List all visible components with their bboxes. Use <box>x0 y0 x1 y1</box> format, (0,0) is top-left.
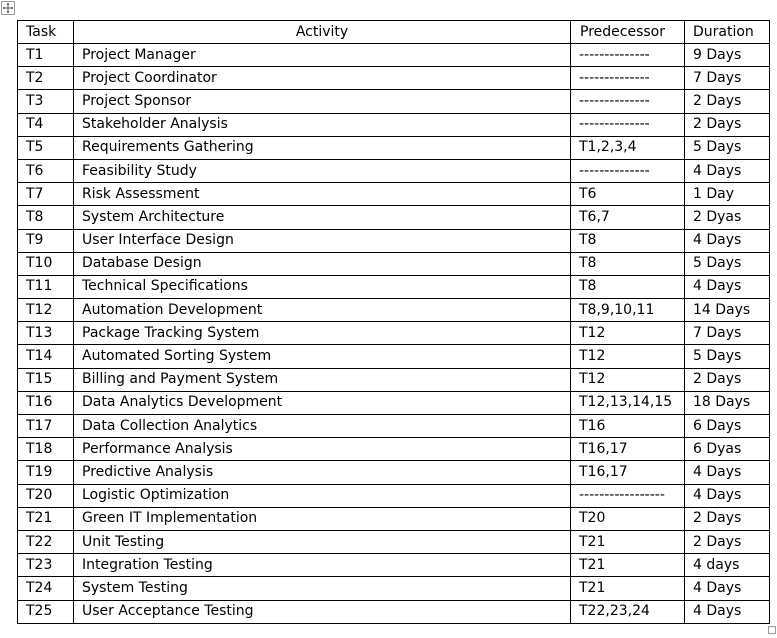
cell-duration: 4 Days <box>685 577 770 600</box>
cell-duration: 2 Days <box>685 507 770 530</box>
cell-duration: 7 Days <box>685 322 770 345</box>
cell-task: T18 <box>18 438 74 461</box>
table-row <box>18 183 770 206</box>
cell-activity: Automated Sorting System <box>74 345 571 368</box>
cell-predecessor: -------------- <box>571 113 685 136</box>
cell-duration: 6 Dyas <box>685 438 770 461</box>
cell-duration: 4 Days <box>685 229 770 252</box>
cell-task: T6 <box>18 159 74 182</box>
cell-task: T3 <box>18 90 74 113</box>
cell-duration: 2 Days <box>685 113 770 136</box>
cell-predecessor: T16,17 <box>571 438 685 461</box>
cell-duration: 7 Days <box>685 67 770 90</box>
cell-task: T8 <box>18 206 74 229</box>
cell-activity: Unit Testing <box>74 530 571 553</box>
cell-predecessor: T16,17 <box>571 461 685 484</box>
table-row <box>18 67 770 90</box>
table-row <box>18 415 770 438</box>
cell-task: T1 <box>18 44 74 67</box>
cell-task: T25 <box>18 600 74 623</box>
table-row <box>18 507 770 530</box>
table-row <box>18 252 770 275</box>
cell-activity: Database Design <box>74 252 571 275</box>
cell-predecessor: -------------- <box>571 90 685 113</box>
cell-task: T2 <box>18 67 74 90</box>
cell-activity: Feasibility Study <box>74 159 571 182</box>
cell-activity: Technical Specifications <box>74 275 571 298</box>
cell-task: T19 <box>18 461 74 484</box>
cell-duration: 2 Days <box>685 368 770 391</box>
cell-task: T9 <box>18 229 74 252</box>
header-row <box>18 21 770 44</box>
cell-activity: Predictive Analysis <box>74 461 571 484</box>
cell-duration: 5 Days <box>685 252 770 275</box>
cell-activity: Data Analytics Development <box>74 391 571 414</box>
table-row <box>18 530 770 553</box>
table-row <box>18 368 770 391</box>
table-row <box>18 229 770 252</box>
cell-task: T10 <box>18 252 74 275</box>
cell-duration: 2 Days <box>685 530 770 553</box>
cell-predecessor: T21 <box>571 554 685 577</box>
cell-predecessor: -------------- <box>571 159 685 182</box>
header-duration: Duration <box>685 21 770 44</box>
table-row <box>18 113 770 136</box>
task-schedule-table <box>17 20 770 624</box>
cell-activity: Green IT Implementation <box>74 507 571 530</box>
cell-task: T11 <box>18 275 74 298</box>
cell-predecessor: T21 <box>571 577 685 600</box>
cell-predecessor: T12 <box>571 322 685 345</box>
cell-task: T20 <box>18 484 74 507</box>
cell-predecessor: T6 <box>571 183 685 206</box>
table-row <box>18 461 770 484</box>
cell-duration: 4 days <box>685 554 770 577</box>
table-row <box>18 275 770 298</box>
table-row <box>18 438 770 461</box>
table-resize-handle[interactable] <box>768 626 776 634</box>
cell-predecessor: T1,2,3,4 <box>571 136 685 159</box>
cell-predecessor: T8 <box>571 252 685 275</box>
cell-activity: Automation Development <box>74 299 571 322</box>
cell-task: T4 <box>18 113 74 136</box>
cell-task: T12 <box>18 299 74 322</box>
table-row <box>18 554 770 577</box>
cell-task: T5 <box>18 136 74 159</box>
cell-duration: 4 Days <box>685 484 770 507</box>
cell-predecessor: T20 <box>571 507 685 530</box>
cell-predecessor: T12 <box>571 368 685 391</box>
cell-duration: 4 Days <box>685 159 770 182</box>
table-move-handle-icon[interactable] <box>1 1 15 15</box>
cell-duration: 14 Days <box>685 299 770 322</box>
table-row <box>18 44 770 67</box>
cell-activity: User Interface Design <box>74 229 571 252</box>
cell-predecessor: T6,7 <box>571 206 685 229</box>
cell-duration: 5 Days <box>685 136 770 159</box>
cell-task: T16 <box>18 391 74 414</box>
table-row <box>18 484 770 507</box>
cell-predecessor: T8,9,10,11 <box>571 299 685 322</box>
cell-predecessor: -------------- <box>571 44 685 67</box>
cell-predecessor: ----------------- <box>571 484 685 507</box>
cell-activity: Package Tracking System <box>74 322 571 345</box>
cell-activity: Project Manager <box>74 44 571 67</box>
cell-task: T13 <box>18 322 74 345</box>
header-task: Task <box>18 21 74 44</box>
cell-duration: 2 Dyas <box>685 206 770 229</box>
table-row <box>18 299 770 322</box>
cell-predecessor: T16 <box>571 415 685 438</box>
cell-predecessor: T22,23,24 <box>571 600 685 623</box>
header-predecessor: Predecessor <box>571 21 685 44</box>
cell-task: T23 <box>18 554 74 577</box>
four-way-arrow-icon <box>2 2 14 14</box>
cell-duration: 4 Days <box>685 275 770 298</box>
cell-activity: Performance Analysis <box>74 438 571 461</box>
cell-task: T22 <box>18 530 74 553</box>
cell-duration: 9 Days <box>685 44 770 67</box>
table-row <box>18 90 770 113</box>
cell-duration: 6 Days <box>685 415 770 438</box>
table-row <box>18 577 770 600</box>
cell-duration: 18 Days <box>685 391 770 414</box>
table-row <box>18 159 770 182</box>
cell-activity: Stakeholder Analysis <box>74 113 571 136</box>
cell-duration: 4 Days <box>685 461 770 484</box>
cell-activity: Data Collection Analytics <box>74 415 571 438</box>
cell-activity: System Testing <box>74 577 571 600</box>
cell-predecessor: T12 <box>571 345 685 368</box>
cell-activity: Requirements Gathering <box>74 136 571 159</box>
cell-duration: 4 Days <box>685 600 770 623</box>
cell-activity: Risk Assessment <box>74 183 571 206</box>
table-row <box>18 391 770 414</box>
cell-task: T15 <box>18 368 74 391</box>
cell-task: T14 <box>18 345 74 368</box>
cell-task: T17 <box>18 415 74 438</box>
cell-predecessor: T8 <box>571 229 685 252</box>
table-row <box>18 136 770 159</box>
cell-predecessor: T8 <box>571 275 685 298</box>
cell-duration: 2 Days <box>685 90 770 113</box>
table-row <box>18 206 770 229</box>
cell-activity: Logistic Optimization <box>74 484 571 507</box>
cell-predecessor: T12,13,14,15 <box>571 391 685 414</box>
cell-activity: Project Coordinator <box>74 67 571 90</box>
table-body <box>18 21 770 624</box>
cell-activity: Integration Testing <box>74 554 571 577</box>
cell-task: T24 <box>18 577 74 600</box>
header-activity: Activity <box>74 21 571 44</box>
cell-duration: 1 Day <box>685 183 770 206</box>
cell-predecessor: -------------- <box>571 67 685 90</box>
cell-predecessor: T21 <box>571 530 685 553</box>
cell-task: T21 <box>18 507 74 530</box>
table-row <box>18 600 770 623</box>
cell-activity: Project Sponsor <box>74 90 571 113</box>
cell-duration: 5 Days <box>685 345 770 368</box>
cell-activity: User Acceptance Testing <box>74 600 571 623</box>
table-row <box>18 322 770 345</box>
table-row <box>18 345 770 368</box>
cell-task: T7 <box>18 183 74 206</box>
cell-activity: System Architecture <box>74 206 571 229</box>
cell-activity: Billing and Payment System <box>74 368 571 391</box>
